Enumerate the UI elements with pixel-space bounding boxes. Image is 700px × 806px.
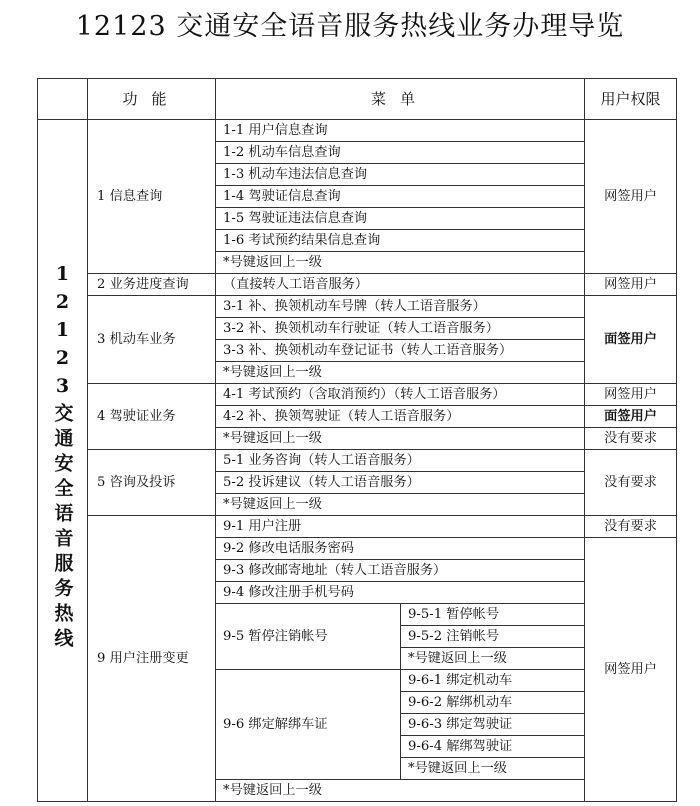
- submenu-item: 9-5-2 注销帐号: [401, 626, 585, 648]
- function-license-business: 4 驾驶证业务: [88, 384, 216, 450]
- submenu-item: 9-6-3 绑定驾驶证: [401, 714, 585, 736]
- page-title: 12123 交通安全语音服务热线业务办理导览: [75, 11, 625, 42]
- menu-item: *号键返回上一级: [216, 362, 585, 384]
- menu-item: 3-1 补、换领机动车号牌（转人工语音服务）: [216, 296, 585, 318]
- service-guide-table: [37, 78, 677, 802]
- permission-cell: 没有要求: [585, 450, 677, 516]
- permission-cell: 没有要求: [585, 428, 677, 450]
- function-progress-query: 2 业务进度查询: [88, 274, 216, 296]
- menu-item: 9-3 修改邮寄地址（转人工语音服务）: [216, 560, 585, 582]
- menu-item: 9-4 修改注册手机号码: [216, 582, 585, 604]
- menu-item: 1-2 机动车信息查询: [216, 142, 585, 164]
- permission-cell: 面签用户: [585, 406, 677, 428]
- submenu-item: 9-5-1 暂停帐号: [401, 604, 585, 626]
- menu-item: 1-3 机动车违法信息查询: [216, 164, 585, 186]
- side-label: 12123交通安全语音服务热线: [51, 263, 74, 653]
- permission-cell: 没有要求: [585, 516, 677, 538]
- permission-cell: 网签用户: [585, 120, 677, 274]
- function-consult-complaint: 5 咨询及投诉: [88, 450, 216, 516]
- menu-item: 1-6 考试预约结果信息查询: [216, 230, 585, 252]
- table-row: [38, 516, 677, 538]
- submenu-item: 9-6-4 解绑驾驶证: [401, 736, 585, 758]
- header-row: [38, 79, 677, 120]
- table-row: [38, 384, 677, 406]
- header-menu: 菜单: [216, 79, 585, 120]
- table-row: [38, 450, 677, 472]
- menu-item: 3-2 补、换领机动车行驶证（转人工语音服务）: [216, 318, 585, 340]
- menu-item: 4-1 考试预约（含取消预约）（转人工语音服务）: [216, 384, 585, 406]
- menu-item: 9-1 用户注册: [216, 516, 585, 538]
- submenu-label: 9-5 暂停注销帐号: [216, 604, 401, 670]
- menu-item: *号键返回上一级: [216, 780, 585, 802]
- menu-item: 3-3 补、换领机动车登记证书（转人工语音服务）: [216, 340, 585, 362]
- menu-item: 1-5 驾驶证违法信息查询: [216, 208, 585, 230]
- menu-item: *号键返回上一级: [216, 428, 585, 450]
- header-function: 功能: [88, 79, 216, 120]
- permission-cell: 网签用户: [585, 538, 677, 802]
- submenu-item: *号键返回上一级: [401, 758, 585, 780]
- permission-cell: 网签用户: [585, 274, 677, 296]
- menu-item: （直接转人工语音服务）: [216, 274, 585, 296]
- table-row: [38, 120, 677, 142]
- table-row: [38, 274, 677, 296]
- menu-item: *号键返回上一级: [216, 494, 585, 516]
- function-vehicle-business: 3 机动车业务: [88, 296, 216, 384]
- menu-item: 9-2 修改电话服务密码: [216, 538, 585, 560]
- table-row: [38, 296, 677, 318]
- submenu-label: 9-6 绑定解绑车证: [216, 670, 401, 780]
- header-blank: [38, 79, 88, 120]
- submenu-item: 9-6-2 解绑机动车: [401, 692, 585, 714]
- submenu-item: *号键返回上一级: [401, 648, 585, 670]
- menu-item: 5-2 投诉建议（转人工语音服务）: [216, 472, 585, 494]
- menu-item: *号键返回上一级: [216, 252, 585, 274]
- function-user-registration: 9 用户注册变更: [88, 516, 216, 802]
- permission-cell: 面签用户: [585, 296, 677, 384]
- menu-item: 4-2 补、换领驾驶证（转人工语音服务）: [216, 406, 585, 428]
- header-permission: 用户权限: [585, 79, 677, 120]
- side-label-cell: [38, 120, 88, 802]
- menu-item: 5-1 业务咨询（转人工语音服务）: [216, 450, 585, 472]
- submenu-item: 9-6-1 绑定机动车: [401, 670, 585, 692]
- function-info-query: 1 信息查询: [88, 120, 216, 274]
- menu-item: 1-4 驾驶证信息查询: [216, 186, 585, 208]
- menu-item: 1-1 用户信息查询: [216, 120, 585, 142]
- permission-cell: 网签用户: [585, 384, 677, 406]
